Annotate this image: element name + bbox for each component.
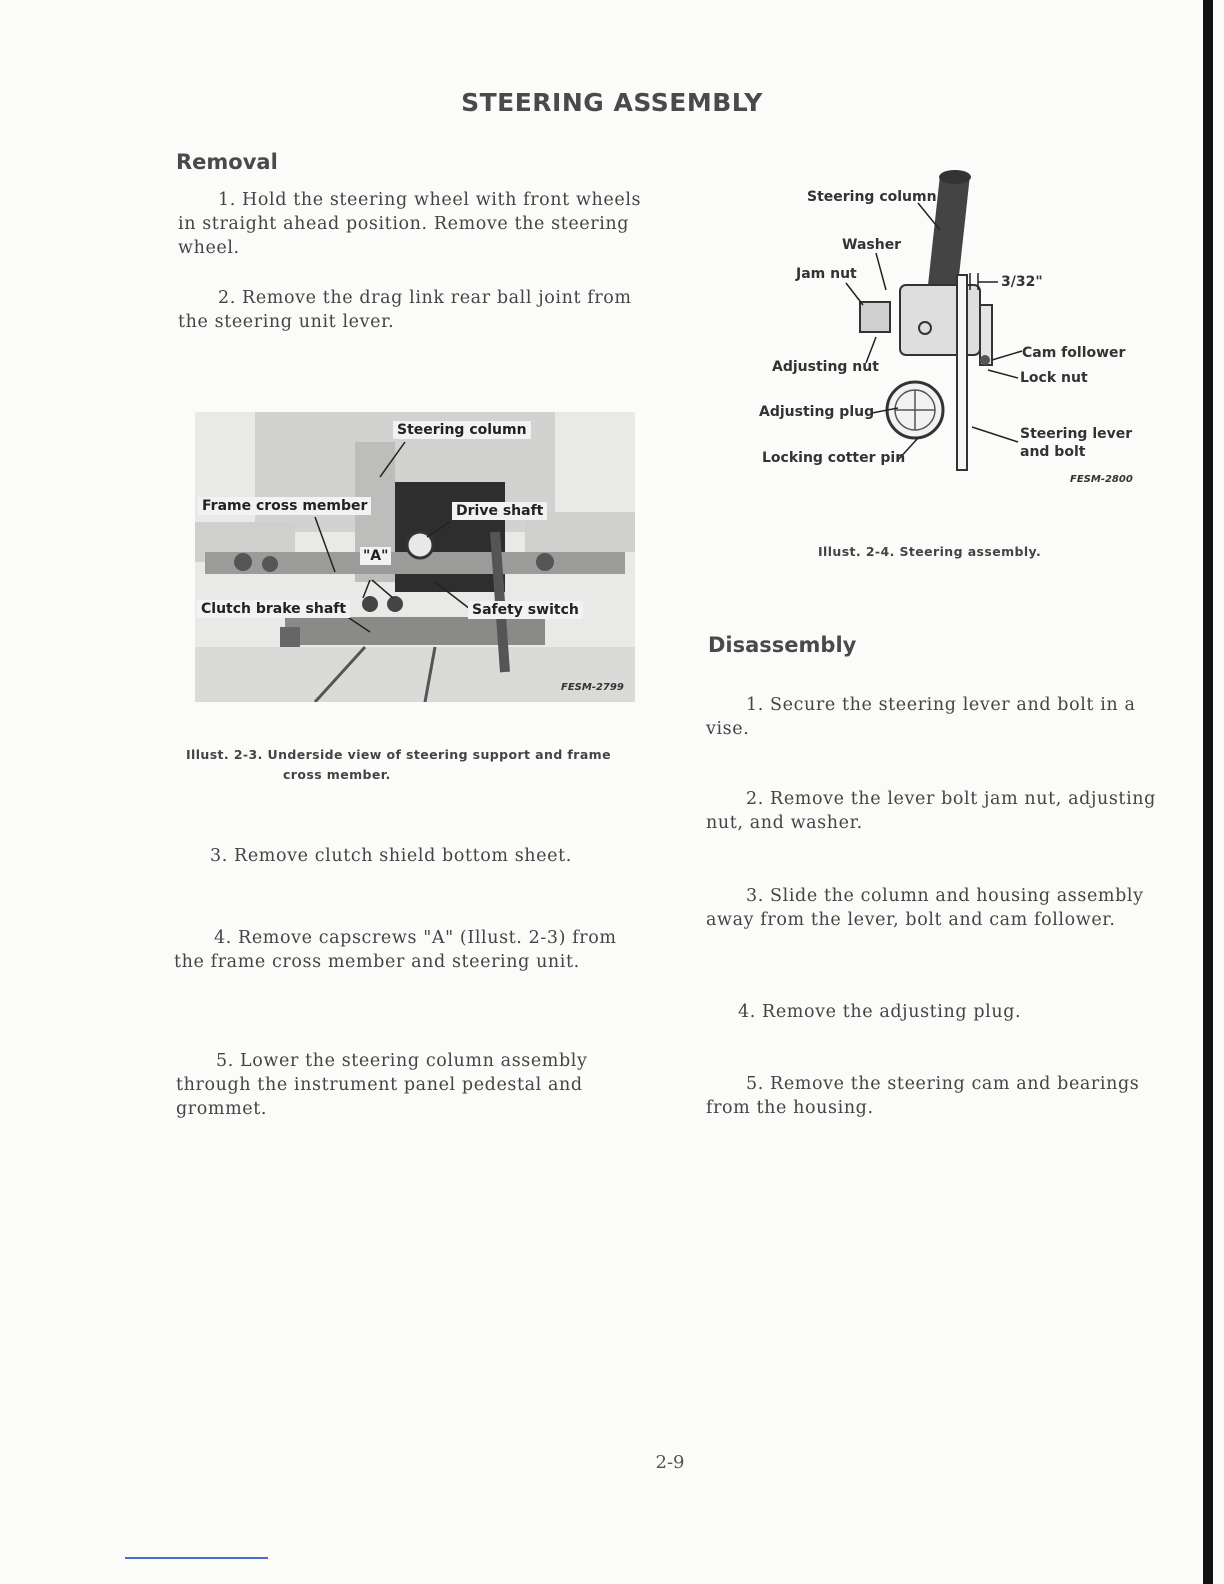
figure-code-2800: FESM-2800 <box>1070 474 1133 485</box>
label-cam-follower: Cam follower <box>1022 345 1126 361</box>
scan-mark-line <box>125 1557 268 1559</box>
removal-step-5: 5. Lower the steering column assembly through the instrument panel pedestal and grommet. <box>176 1051 588 1119</box>
page-number: 2-9 <box>655 1452 685 1473</box>
label-jam-nut: Jam nut <box>796 266 857 282</box>
label-drive-shaft: Drive shaft <box>452 502 547 520</box>
disassembly-heading: Disassembly <box>708 633 857 657</box>
page-title: STEERING ASSEMBLY <box>461 88 763 117</box>
label-washer: Washer <box>842 237 902 253</box>
removal-step-2: 2. Remove the drag link rear ball joint from the steering unit lever. <box>178 288 632 332</box>
caption-illust-2-4: Illust. 2-4. Steering assembly. <box>818 544 1042 559</box>
scan-edge-bar <box>1203 0 1213 1584</box>
removal-heading: Removal <box>176 150 278 174</box>
label-frame-cross-member: Frame cross member <box>198 497 371 515</box>
label-steering-lever-bolt: and bolt <box>1020 444 1086 460</box>
label-adjusting-nut: Adjusting nut <box>772 359 879 375</box>
label-locking-cotter-pin: Locking cotter pin <box>762 450 906 466</box>
disassembly-step-2: 2. Remove the lever bolt jam nut, adjusting nut, and washer. <box>706 789 1156 833</box>
label-steering-column-23: Steering column <box>393 421 531 439</box>
removal-step-3: 3. Remove clutch shield bottom sheet. <box>210 846 572 866</box>
steering-support-photo <box>195 412 635 702</box>
removal-step-1: 1. Hold the steering wheel with front wheels in straight ahead position. Remove the steering wheel. <box>178 190 642 258</box>
label-steering-lever: Steering lever <box>1020 426 1133 442</box>
label-clutch-brake-shaft: Clutch brake shaft <box>197 600 350 618</box>
caption-illust-2-3-line2: cross member. <box>283 767 391 782</box>
label-steering-column-24: Steering column <box>807 189 937 205</box>
label-safety-switch: Safety switch <box>468 601 583 619</box>
label-clearance: 3/32" <box>1001 274 1043 290</box>
disassembly-step-5: 5. Remove the steering cam and bearings from the housing. <box>706 1074 1140 1118</box>
removal-step-4: 4. Remove capscrews "A" (Illust. 2-3) from the frame cross member and steering unit. <box>174 928 617 972</box>
figure-code-2799: FESM-2799 <box>561 682 624 693</box>
disassembly-step-4: 4. Remove the adjusting plug. <box>738 1002 1022 1022</box>
caption-illust-2-3-line1: Illust. 2-3. Underside view of steering support and frame <box>186 747 611 762</box>
label-capscrews-a: "A" <box>360 547 391 565</box>
disassembly-step-3: 3. Slide the column and housing assembly away from the lever, bolt and cam follower. <box>706 886 1144 930</box>
disassembly-step-1: 1. Secure the steering lever and bolt in a vise. <box>706 695 1136 739</box>
label-adjusting-plug: Adjusting plug <box>759 404 875 420</box>
label-lock-nut: Lock nut <box>1020 370 1088 386</box>
